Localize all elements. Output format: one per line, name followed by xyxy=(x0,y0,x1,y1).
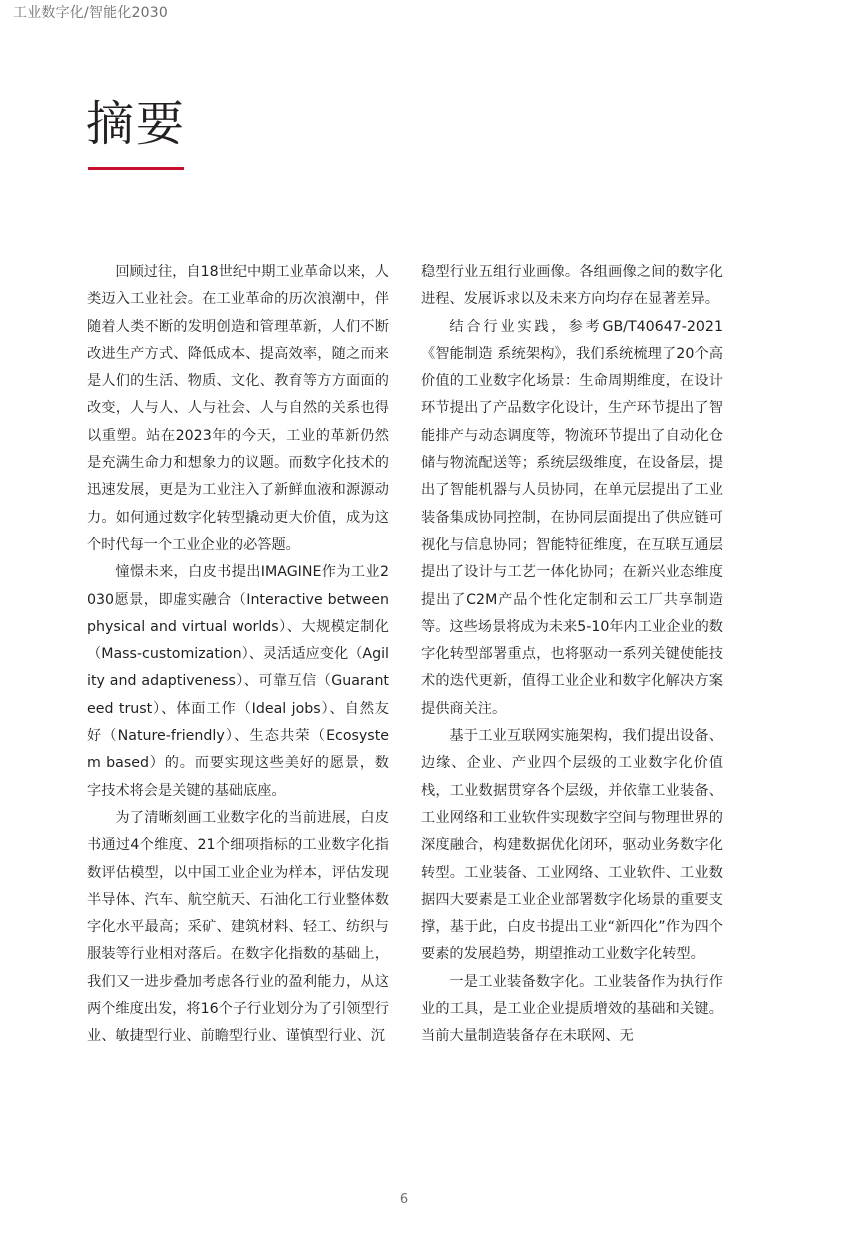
paragraph-history: 回顾过往，自18世纪中期工业革命以来，人类迈入工业社会。在工业革命的历次浪潮中，伴随着人类不断的发明创造和管理革新，人们不断改进生产方式、降低成本、提高效率，随之而来是人们的生活、物质、文化、教育等方方面面的改变，人与人、人与社会、人与自然的关系也得以重塑。站在2023年的今天，工业的革新仍然是充满生命力和想象力的议题。而数字化技术的迅速发展，更是为工业注入了新鲜血液和源源动力。如何通过数字化转型撬动更大价值，成为这个时代每一个工业企业的必答题。 xyxy=(87,264,389,553)
right-column xyxy=(421,259,723,1051)
paragraph-index-continued: 稳型行业五组行业画像。各组画像之间的数字化进程、发展诉求以及未来方向均存在显著差异。 xyxy=(421,264,723,308)
paragraph-index: 为了清晰刻画工业数字化的当前进展，白皮书通过4个维度、21个细项指标的工业数字化指数评估模型，以中国工业企业为样本，评估发现半导体、汽车、航空航天、石油化工行业整体数字化水平最高；采矿、建筑材料、轻工、纺织与服装等行业相对落后。在数字化指数的基础上，我们又一进步叠加考虑各行业的盈利能力，从这两个维度出发，将16个子行业划分为了引领型行业、敏捷型行业、前瞻型行业、谨慎型行业、沉 xyxy=(87,809,389,1045)
running-header: 工业数字化/智能化2030 xyxy=(13,5,168,21)
page-title: 摘要 xyxy=(86,96,187,152)
paragraph-vision: 憧憬未来，白皮书提出IMAGINE作为工业2030愿景，即虚实融合（Interactive between physical and virtual worlds）、大规模定制化（Mass-customization）、灵活适应变化（Agility and adaptiveness）、可靠互信（Guaranteed trust）、体面工作（Ideal jobs）、自然友好（Nature-friendly）、生态共荣（Ecosystem based）的。而要实现这些美好的愿景，数字技术将会是关键的基础底座。 xyxy=(87,564,389,799)
paragraph-equipment: 一是工业装备数字化。工业装备作为执行作业的工具，是工业企业提质增效的基础和关键。当前大量制造装备存在未联网、无 xyxy=(421,973,723,1045)
paragraph-value-stack: 基于工业互联网实施架构，我们提出设备、边缘、企业、产业四个层级的工业数字化价值栈，工业数据贯穿各个层级，并依靠工业装备、工业网络和工业软件实现数字空间与物理世界的深度融合，构建数据优化闭环，驱动业务数字化转型。工业装备、工业网络、工业软件、工业数据四大要素是工业企业部署数字化场景的重要支撑，基于此，白皮书提出工业“新四化”作为四个要素的发展趋势，期望推动工业数字化转型。 xyxy=(421,728,723,963)
page-number: 6 xyxy=(399,1192,409,1207)
left-column xyxy=(87,259,389,1051)
title-underline xyxy=(88,167,184,170)
paragraph-scenarios: 结合行业实践，参考GB/T40647-2021《智能制造 系统架构》，我们系统梳理了20个高价值的工业数字化场景：生命周期维度，在设计环节提出了产品数字化设计，生产环节提出了智能排产与动态调度等，物流环节提出了自动化仓储与物流配送等；系统层级维度，在设备层，提出了智能机器与人员协同，在单元层提出了工业装备集成协同控制，在协同层面提出了供应链可视化与信息协同；智能特征维度，在互联互通层提出了设计与工艺一体化协同；在新兴业态维度提出了C2M产品个性化定制和云工厂共享制造等。这些场景将成为未来5-10年内工业企业的数字化转型部署重点，也将驱动一系列关键使能技术的迭代更新，值得工业企业和数字化解决方案提供商关注。 xyxy=(421,318,723,717)
